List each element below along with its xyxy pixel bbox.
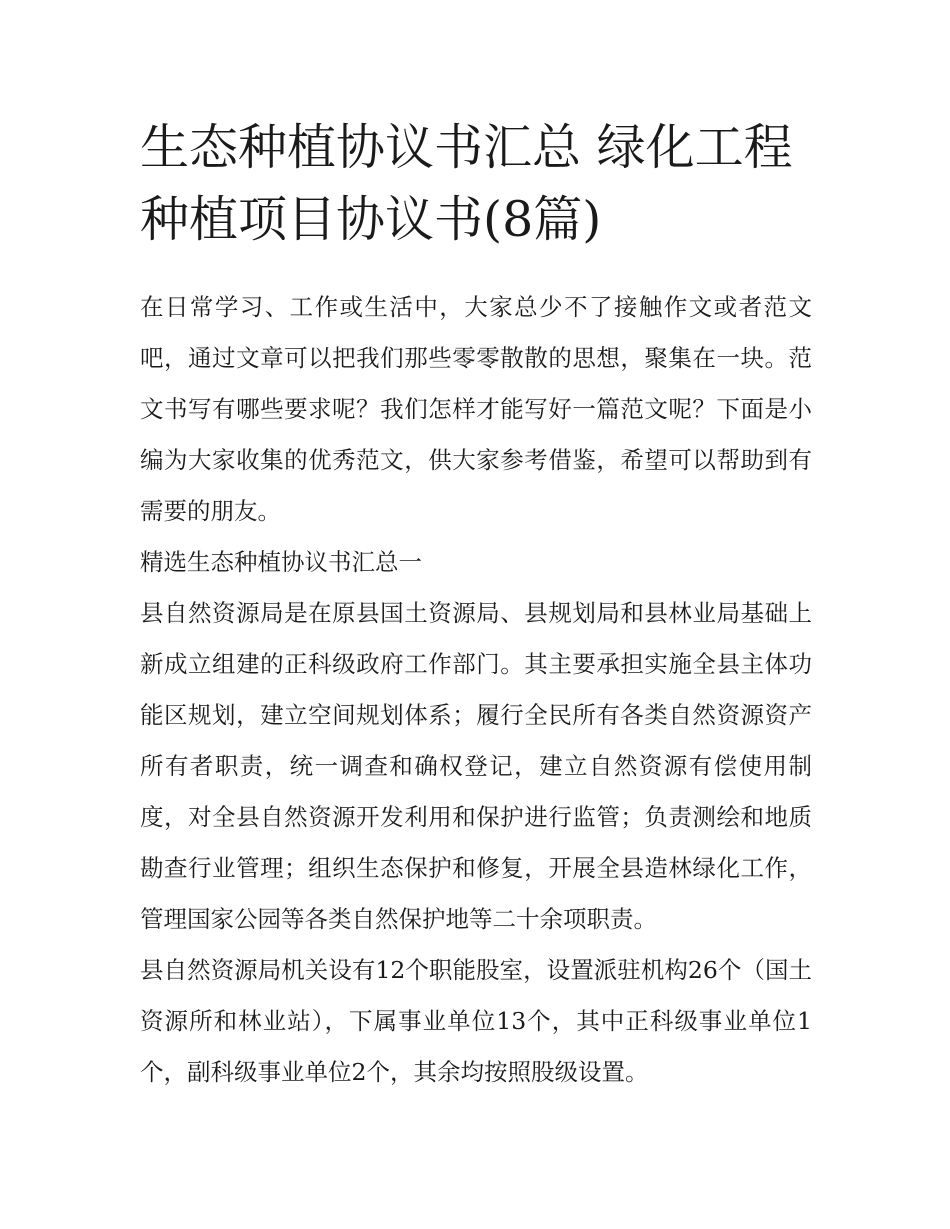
section-heading: 精选生态种植协议书汇总一 bbox=[140, 548, 422, 576]
body-paragraph-1: 县自然资源局是在原县国土资源局、县规划局和县林业局基础上新成立组建的正科级政府工作部门。其主要承担实施全县主体功能区规划，建立空间规划体系；履行全民所有各类自然资源资产所有者职责，统一调查和确权登记，建立自然资源有偿使用制度，对全县自然资源开发利用和保护进行监管；负责测绘和地质勘查行业管理；组织生态保护和修复，开展全县造林绿化工作，管理国家公园等各类自然保护地等二十余项职责。 bbox=[140, 599, 812, 933]
document-page bbox=[140, 112, 820, 1098]
body-paragraph-2: 县自然资源局机关设有12个职能股室，设置派驻机构26个（国土资源所和林业站），下属事业单位13个，其中正科级事业单位1个，副科级事业单位2个，其余均按照股级设置。 bbox=[140, 956, 812, 1086]
intro-paragraph: 在日常学习、工作或生活中，大家总少不了接触作文或者范文吧，通过文章可以把我们那些零零散散的思想，聚集在一块。范文书写有哪些要求呢？我们怎样才能写好一篇范文呢？下面是小编为大家收集的优秀范文，供大家参考借鉴，希望可以帮助到有需要的朋友。 bbox=[140, 293, 812, 525]
document-title: 生态种植协议书汇总 绿化工程种植项目协议书(8篇) bbox=[140, 119, 793, 248]
